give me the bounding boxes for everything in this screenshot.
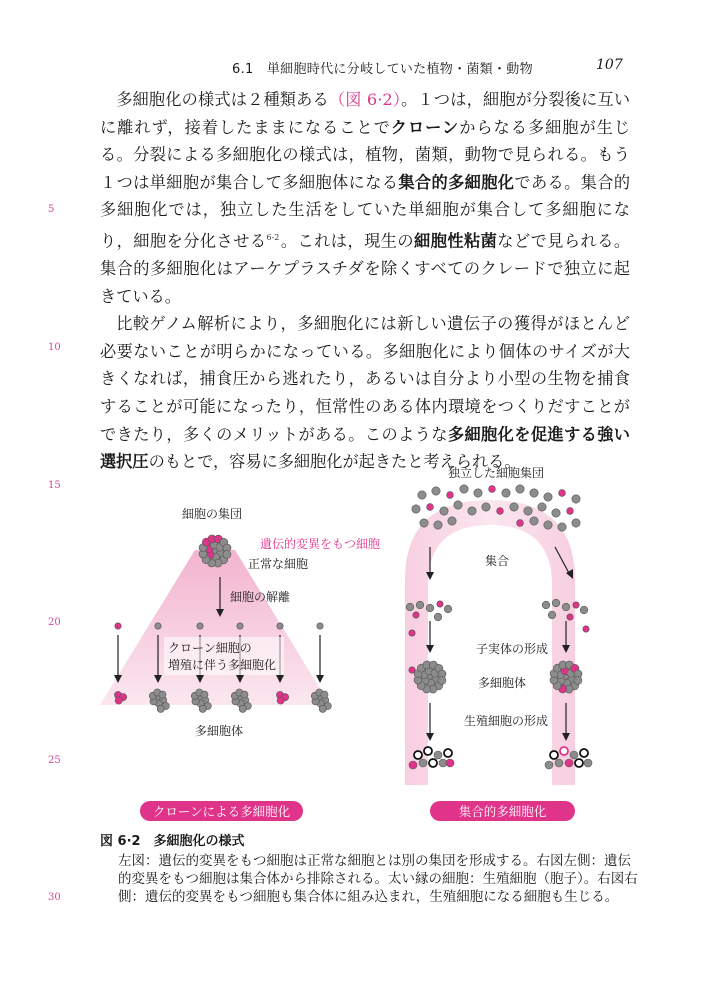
mutant-cell-label: 遺伝的変異をもつ細胞 bbox=[260, 537, 381, 551]
mutant-cell bbox=[567, 614, 573, 620]
figure-reference-link[interactable]: （図 6·2） bbox=[328, 90, 402, 109]
normal-cell bbox=[558, 523, 566, 531]
normal-cell bbox=[468, 507, 476, 515]
dissociation-label: 細胞の解離 bbox=[230, 590, 291, 604]
multicell-label: 多細胞体 bbox=[478, 676, 527, 690]
mutant-cell bbox=[565, 759, 573, 767]
mutant-cell bbox=[409, 630, 415, 636]
spore-cell bbox=[429, 759, 437, 767]
independent-cells-label: 独立した細胞集団 bbox=[448, 466, 545, 480]
normal-cell bbox=[516, 485, 524, 493]
mutant-cell bbox=[497, 508, 504, 515]
normal-cell bbox=[319, 705, 326, 712]
line-number-20: 20 bbox=[48, 617, 61, 628]
background-fan bbox=[100, 550, 330, 705]
figure-diagram bbox=[100, 455, 640, 830]
normal-cell bbox=[510, 503, 518, 511]
normal-cell bbox=[548, 611, 556, 619]
normal-cell bbox=[584, 759, 592, 767]
text-run: 多細胞化の様式は２種類ある bbox=[116, 90, 329, 109]
paragraph-2 bbox=[100, 310, 630, 476]
spore-cell bbox=[560, 747, 568, 755]
right-panel-aggregative bbox=[405, 465, 592, 821]
spore-cell bbox=[580, 749, 588, 757]
mutant-cell bbox=[115, 623, 121, 629]
normal-cell bbox=[474, 489, 482, 497]
normal-cell bbox=[223, 550, 231, 558]
normal-cell bbox=[572, 519, 580, 527]
spore-cell bbox=[550, 751, 558, 759]
normal-cell bbox=[530, 489, 538, 497]
normal-cell bbox=[321, 691, 328, 698]
normal-cell bbox=[524, 507, 532, 515]
normal-cell bbox=[545, 761, 553, 769]
text-run: などで見られる。集合的多細胞化はアーケプラスチダを除くすべてのクレードで独立に起きている。 bbox=[100, 231, 631, 306]
caption-title: 図 6·2 多細胞化の様式 bbox=[100, 834, 245, 849]
term-clone: クローン bbox=[390, 117, 460, 137]
line-number-25: 25 bbox=[48, 755, 61, 766]
normal-cell bbox=[426, 604, 434, 612]
normal-cell bbox=[277, 623, 283, 629]
line-number-15: 15 bbox=[48, 480, 61, 491]
caption-body: 左図：遺伝的変異をもつ細胞は正常な細胞とは別の集団を形成する。右図左側：遺伝的変異をもつ細胞は集合体から排除される。太い縁の細胞：生殖細胞（胞子）。右図右側：遺伝的変異をもつ細胞も集合体に組み込まれ，生殖細胞になる細胞も生じる。 bbox=[118, 853, 638, 905]
spore-cell bbox=[424, 747, 432, 755]
mutant-cell bbox=[115, 697, 122, 704]
text-run: 。これは，現生の bbox=[280, 231, 415, 251]
page-number: 107 bbox=[596, 57, 623, 73]
cluster-label: 細胞の集団 bbox=[182, 507, 243, 521]
clonal-label-line1: クローン細胞の bbox=[168, 641, 252, 655]
normal-cell bbox=[317, 623, 323, 629]
normal-cell bbox=[574, 676, 582, 684]
fruiting-body-label: 子実体の形成 bbox=[476, 642, 549, 656]
normal-cell bbox=[544, 521, 552, 529]
normal-cell bbox=[406, 603, 414, 611]
normal-cell bbox=[237, 623, 243, 629]
normal-cell bbox=[159, 691, 166, 698]
normal-cell bbox=[572, 495, 580, 503]
text-run: 。１つは，細胞が分裂後に互いに離れず，接着したままになることで bbox=[100, 90, 631, 137]
normal-cell bbox=[530, 517, 538, 525]
aggregation-label: 集合 bbox=[485, 554, 510, 568]
normal-cell bbox=[419, 759, 427, 767]
germ-cell-label: 生殖細胞の形成 bbox=[464, 714, 549, 728]
text-run: である。集合的多細胞化では，独立した生活をしていた単細胞が集合して多細胞になり，細胞を分化させる bbox=[100, 172, 631, 251]
normal-cell bbox=[555, 759, 563, 767]
arrowhead bbox=[316, 675, 324, 683]
left-panel-clonal bbox=[100, 506, 380, 821]
normal-cell bbox=[418, 491, 426, 499]
normal-cell bbox=[157, 705, 164, 712]
normal-cell bbox=[155, 623, 161, 629]
line-number-5: 5 bbox=[48, 204, 55, 215]
normal-cell bbox=[199, 705, 206, 712]
mutant-cell bbox=[583, 626, 589, 632]
normal-cell bbox=[562, 603, 570, 611]
normal-cell bbox=[538, 503, 546, 511]
body-text bbox=[100, 86, 630, 476]
term-selection-pressure: 多細胞化を促進する強い選択圧 bbox=[100, 424, 630, 472]
normal-cell bbox=[580, 606, 588, 614]
mutant-cell bbox=[437, 601, 443, 607]
mutant-cell bbox=[447, 492, 454, 499]
normal-cell bbox=[502, 489, 510, 497]
normal-cell bbox=[448, 517, 456, 525]
initial-cell-cluster bbox=[199, 535, 231, 567]
spore-cell bbox=[414, 751, 422, 759]
mutant-cell bbox=[517, 520, 524, 527]
normal-cell bbox=[241, 691, 248, 698]
figure-6-2 bbox=[100, 455, 640, 830]
mutant-cell bbox=[277, 697, 284, 704]
mutant-cell bbox=[559, 490, 566, 497]
normal-cell bbox=[552, 599, 560, 607]
right-title-text: 集合的多細胞化 bbox=[458, 804, 547, 819]
text-run: のもとで，容易に多細胞化が起きたと考えられる。 bbox=[148, 452, 521, 472]
mutant-cell bbox=[413, 612, 419, 618]
normal-cell bbox=[432, 487, 440, 495]
running-header bbox=[0, 58, 705, 78]
normal-cell bbox=[201, 691, 208, 698]
paragraph-1 bbox=[100, 86, 630, 310]
normal-cell-label: 正常な細胞 bbox=[248, 557, 309, 571]
normal-cell bbox=[197, 623, 203, 629]
mutant-cell bbox=[446, 759, 454, 767]
spore-cell bbox=[575, 759, 583, 767]
line-number-10: 10 bbox=[48, 342, 61, 353]
term-cellular-slime-mold: 細胞性粘菌 bbox=[414, 231, 498, 251]
normal-cell bbox=[552, 509, 560, 517]
note-reference[interactable]: 6-2 bbox=[266, 232, 280, 242]
normal-cell bbox=[544, 493, 552, 501]
result-label: 多細胞体 bbox=[195, 724, 244, 738]
text-run: 比較ゲノム解析により，多細胞化には新しい遺伝子の獲得がほとんど必要ないことが明らかになっている。多細胞化により個体のサイズが大きくなれば，捕食圧から逃れたり，あるいは自分より小型の生物を捕食することが可能になったり，恒常性のある体内環境をつくりだすことができたり，多くのメリットがある。このような bbox=[100, 314, 630, 444]
text-run: からなる多細胞が生じる。分裂による多細胞化の様式は，植物，菌類，動物で見られる。もう１つは単細胞が集合して多細胞体になる bbox=[100, 117, 631, 192]
mutant-cell bbox=[489, 486, 496, 493]
normal-cell bbox=[416, 601, 424, 609]
normal-cell bbox=[482, 503, 490, 511]
normal-cell bbox=[438, 676, 446, 684]
normal-cell bbox=[454, 501, 462, 509]
normal-cell bbox=[440, 507, 448, 515]
normal-cell bbox=[444, 605, 452, 613]
normal-cell bbox=[412, 505, 420, 513]
mutant-cell bbox=[427, 504, 434, 511]
section-title: 6.1 単細胞時代に分岐していた植物・菌類・動物 bbox=[232, 62, 533, 77]
normal-cell bbox=[434, 521, 442, 529]
normal-cell bbox=[420, 519, 428, 527]
spore-cell bbox=[444, 749, 452, 757]
figure-caption bbox=[100, 833, 640, 906]
normal-cell bbox=[542, 601, 550, 609]
normal-cell bbox=[434, 613, 442, 621]
line-number-30: 30 bbox=[48, 892, 61, 903]
mutant-cell bbox=[573, 602, 579, 608]
term-aggregative-multicellularity: 集合的多細胞化 bbox=[398, 172, 515, 192]
mutant-cell bbox=[409, 761, 417, 769]
clonal-label-line2: 増殖に伴う多細胞化 bbox=[168, 658, 277, 672]
mutant-cell bbox=[567, 508, 574, 515]
normal-cell bbox=[570, 751, 578, 759]
left-title-text: クローンによる多細胞化 bbox=[152, 804, 291, 819]
normal-cell bbox=[239, 705, 246, 712]
normal-cell bbox=[460, 485, 468, 493]
normal-cell bbox=[434, 751, 442, 759]
